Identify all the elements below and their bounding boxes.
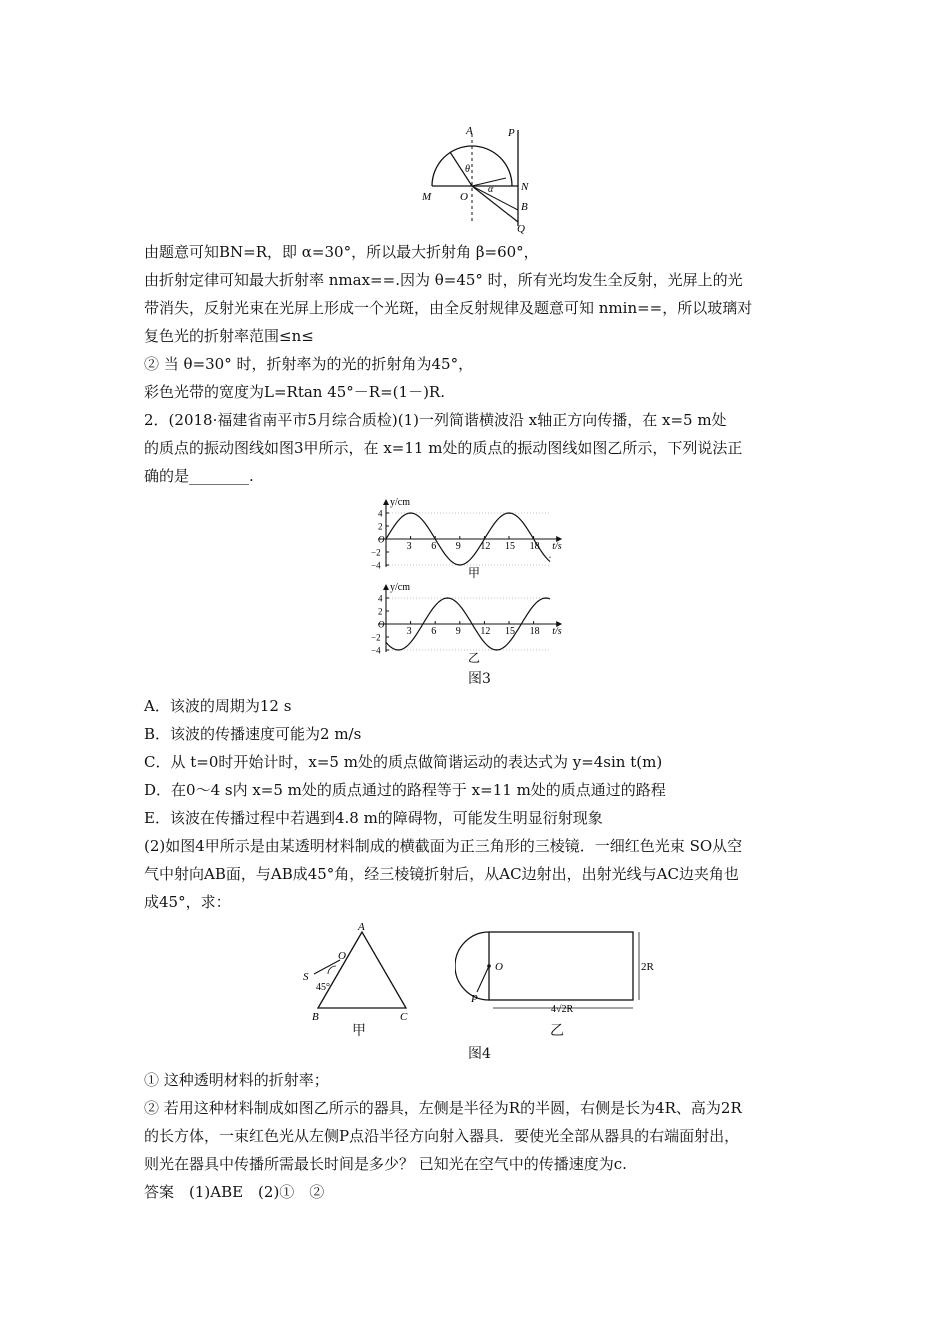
option-d: D．在0～4 s内 x=5 m处的质点通过的路程等于 x=11 m处的质点通过的路程: [144, 781, 666, 799]
x-tick-label: 3: [406, 626, 412, 637]
part-2-line-1: (2)如图4甲所示是由某透明材料制成的横截面为正三角形的三棱镜．一细红色光束 SO从空: [144, 837, 743, 855]
y-tick-label: −4: [371, 645, 381, 656]
yi-label: 乙: [468, 651, 481, 665]
box-label-P: P: [471, 993, 478, 1005]
yi-point: [422, 623, 423, 624]
x-axis-label: t/s: [552, 541, 562, 552]
x-tick-label: 18: [529, 626, 540, 637]
option-a: A．该波的周期为12 s: [144, 697, 292, 715]
option-c: C．从 t=0时开始计时，x=5 m处的质点做简谐运动的表达式为 y=4sin t(m): [144, 753, 663, 771]
x-axis-label: t/s: [552, 626, 562, 637]
tri-label-S: S: [303, 971, 309, 983]
jia-point: [508, 512, 509, 513]
x-tick-label: 9: [455, 626, 461, 637]
figure-4-caption: 图4: [468, 1046, 491, 1062]
answer-line: 答案 (1)ABE (2)① ②: [144, 1183, 325, 1201]
tri-label-O: O: [338, 950, 346, 962]
x-tick-label: 18: [529, 541, 540, 552]
yi-point: [472, 623, 473, 624]
x-tick-label: 6: [431, 541, 437, 552]
question-q1: ① 这种透明材料的折射率；: [144, 1071, 329, 1089]
box-label-O: O: [495, 961, 503, 973]
y-tick-label: 4: [378, 508, 383, 519]
tri-label-angle: 45°: [316, 982, 330, 993]
x-tick-label: 15: [505, 626, 515, 637]
part-2-line-3: 成45°，求：: [144, 893, 231, 911]
x-tick-label: 6: [431, 626, 437, 637]
jia-label: 甲: [468, 566, 481, 580]
text-line-3: 带消失，反射光束在光屏上形成一个光斑，由全反射规律及题意可知 nmin==，所以玻璃对: [144, 299, 753, 317]
jia-point: [549, 557, 550, 558]
text-line-4: 复色光的折射率范围≤n≤: [144, 327, 314, 345]
vibration-chart-yi: [360, 580, 600, 665]
question-2-line-3: 确的是________.: [144, 467, 254, 485]
y-tick-label: 4: [378, 593, 383, 604]
x-tick-label: 12: [480, 626, 491, 637]
text-line-5: ② 当 θ=30° 时，折射率为的光的折射角为45°，: [144, 355, 474, 373]
y-axis-label: y/cm: [390, 582, 410, 593]
question-q2-line-1: ② 若用这种材料制成如图乙所示的器具，左侧是半径为R的半圆，右侧是长为4R、高为2R: [144, 1099, 742, 1117]
yi-point: [385, 642, 386, 643]
y-axis-label: y/cm: [390, 497, 410, 508]
label-O: O: [460, 191, 468, 203]
y-tick-label: −2: [371, 547, 381, 558]
label-N: N: [521, 181, 529, 193]
label-A: A: [466, 125, 473, 137]
y-tick-label: 2: [378, 606, 383, 617]
text-line-1: 由题意可知BN=R，即 α=30°，所以最大折射角 β=60°，: [144, 243, 539, 261]
option-b: B．该波的传播速度可能为2 m/s: [144, 725, 362, 743]
figure-4-yi: 乙: [550, 1023, 564, 1039]
device-figure: [455, 926, 665, 1018]
x-tick-label: 15: [505, 541, 515, 552]
tri-label-A: A: [358, 922, 365, 933]
text-line-2: 由折射定律可知最大折射率 nmax==.因为 θ=45° 时，所有光均发生全反射，光屏上的光: [144, 271, 743, 289]
part-2-line-2: 气中射向AB面，与AB成45°角，经三棱镜折射后，从AC边射出，出射光线与AC边夹角也: [144, 865, 739, 883]
x-tick-label: 3: [406, 541, 412, 552]
y-axis-arrow: [383, 584, 389, 590]
jia-point: [385, 538, 386, 539]
label-M: M: [422, 191, 432, 203]
yi-point: [545, 597, 546, 598]
yi-point: [496, 649, 497, 650]
vibration-chart-jia: [360, 495, 600, 580]
figure-3-caption: 图3: [468, 671, 491, 687]
y-axis-arrow: [383, 499, 389, 505]
jia-point: [459, 564, 460, 565]
text-line-6: 彩色光带的宽度为L=Rtan 45°－R=(1－)R.: [144, 383, 445, 401]
y-tick-label: −4: [371, 560, 381, 571]
question-q2-line-3: 则光在器具中传播所需最长时间是多少？ 已知光在空气中的传播速度为c.: [144, 1155, 627, 1173]
label-B: B: [521, 201, 528, 213]
y-tick-label: −2: [371, 632, 381, 643]
label-P: P: [508, 127, 515, 139]
y-tick-label: 2: [378, 521, 383, 532]
y-tick-label: O: [378, 619, 385, 630]
yi-point: [447, 597, 448, 598]
tri-label-B: B: [312, 1011, 319, 1023]
semicircle-figure: [410, 122, 540, 234]
question-2-line-1: 2．(2018·福建省南平市5月综合质检)(1)一列简谐横波沿 x轴正方向传播，在 x=5 m处: [144, 411, 727, 429]
question-2-line-2: 的质点的振动图线如图3甲所示，在 x=11 m处的质点的振动图线如图乙所示，下列说法正: [144, 439, 743, 457]
figure-4-jia: 甲: [352, 1023, 366, 1039]
question-q2-line-2: 的长方体，一束红色光从左侧P点沿半径方向射入器具．要使光全部从器具的右端面射出，: [144, 1127, 740, 1145]
x-tick-label: 12: [480, 541, 491, 552]
x-tick-label: 9: [455, 541, 461, 552]
jia-point: [410, 512, 411, 513]
yi-point: [398, 649, 399, 650]
box-label-height: 2R: [641, 961, 654, 973]
option-e: E．该波在传播过程中若遇到4.8 m的障碍物，可能发生明显衍射现象: [144, 809, 603, 827]
box-label-length: 4√2R: [551, 1004, 574, 1015]
tri-label-C: C: [400, 1011, 408, 1023]
label-Q: Q: [517, 223, 525, 234]
y-tick-label: O: [378, 534, 385, 545]
label-theta: θ: [465, 164, 470, 175]
yi-point: [521, 623, 522, 624]
label-alpha: α: [488, 184, 494, 195]
prism-figure: [300, 922, 410, 1032]
